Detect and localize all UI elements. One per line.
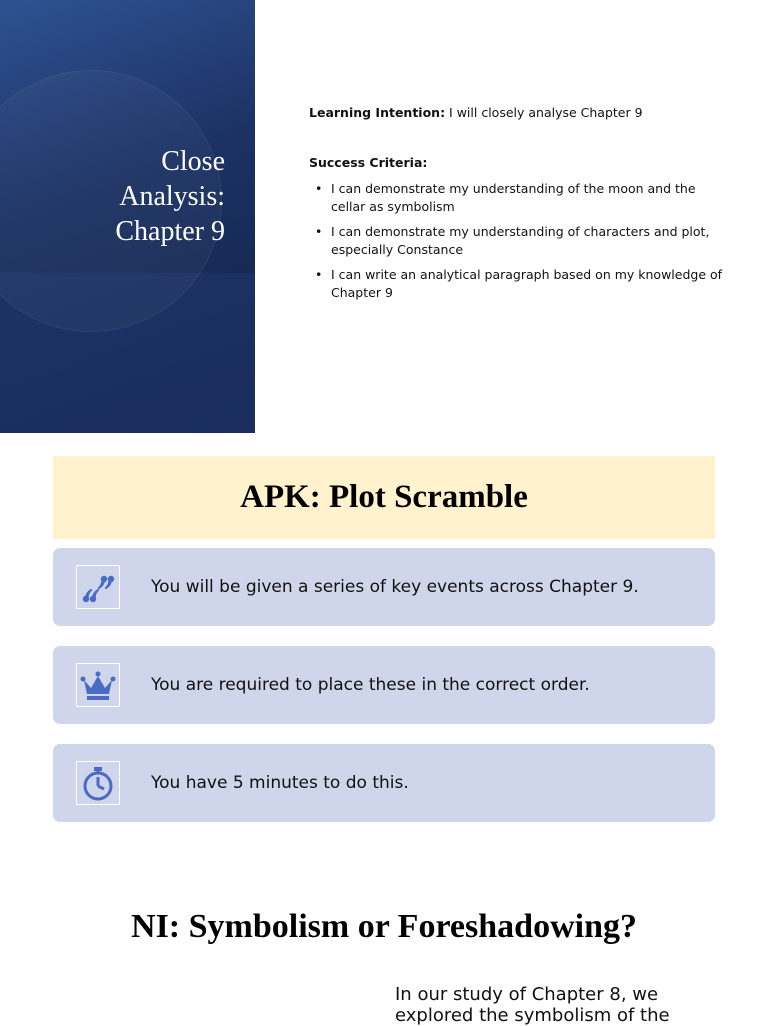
success-criteria-list bbox=[309, 180, 729, 302]
instruction-text: You are required to place these in the correct order. bbox=[151, 675, 590, 695]
instruction-text: You will be given a series of key events across Chapter 9. bbox=[151, 577, 639, 597]
quote-icon bbox=[76, 565, 120, 609]
apk-title: APK: Plot Scramble bbox=[240, 479, 528, 515]
criteria-text: I can demonstrate my understanding of characters and plot, especially Constance bbox=[331, 224, 710, 257]
slide-title-heading bbox=[15, 144, 225, 249]
instruction-card bbox=[53, 744, 715, 822]
stopwatch-icon bbox=[76, 761, 120, 805]
bullet-icon: • bbox=[315, 267, 323, 282]
instruction-text: You have 5 minutes to do this. bbox=[151, 773, 409, 793]
criteria-text: I can demonstrate my understanding of the moon and the cellar as symbolism bbox=[331, 181, 696, 214]
learning-intention-text: I will closely analyse Chapter 9 bbox=[445, 105, 643, 120]
title-line: Close bbox=[161, 146, 225, 177]
title-line: Chapter 9 bbox=[115, 216, 225, 247]
objectives-text bbox=[309, 104, 729, 309]
slide-title bbox=[0, 0, 768, 433]
apk-header bbox=[53, 456, 715, 539]
instruction-card bbox=[53, 548, 715, 626]
bullet-icon: • bbox=[315, 224, 323, 239]
crown-icon bbox=[76, 663, 120, 707]
learning-intention bbox=[309, 104, 729, 122]
learning-intention-label: Learning Intention: bbox=[309, 105, 446, 120]
criteria-item bbox=[309, 223, 729, 259]
success-criteria-label: Success Criteria: bbox=[309, 155, 428, 170]
criteria-item bbox=[309, 180, 729, 216]
criteria-item bbox=[309, 266, 729, 302]
ni-title: NI: Symbolism or Foreshadowing? bbox=[131, 908, 637, 945]
bullet-icon: • bbox=[315, 181, 323, 196]
ni-body-text: In our study of Chapter 8, we explored the symbolism of the bbox=[395, 984, 670, 1026]
title-panel bbox=[0, 0, 255, 433]
instruction-card bbox=[53, 646, 715, 724]
title-line: Analysis: bbox=[119, 181, 225, 212]
criteria-text: I can write an analytical paragraph based on my knowledge of Chapter 9 bbox=[331, 267, 723, 300]
